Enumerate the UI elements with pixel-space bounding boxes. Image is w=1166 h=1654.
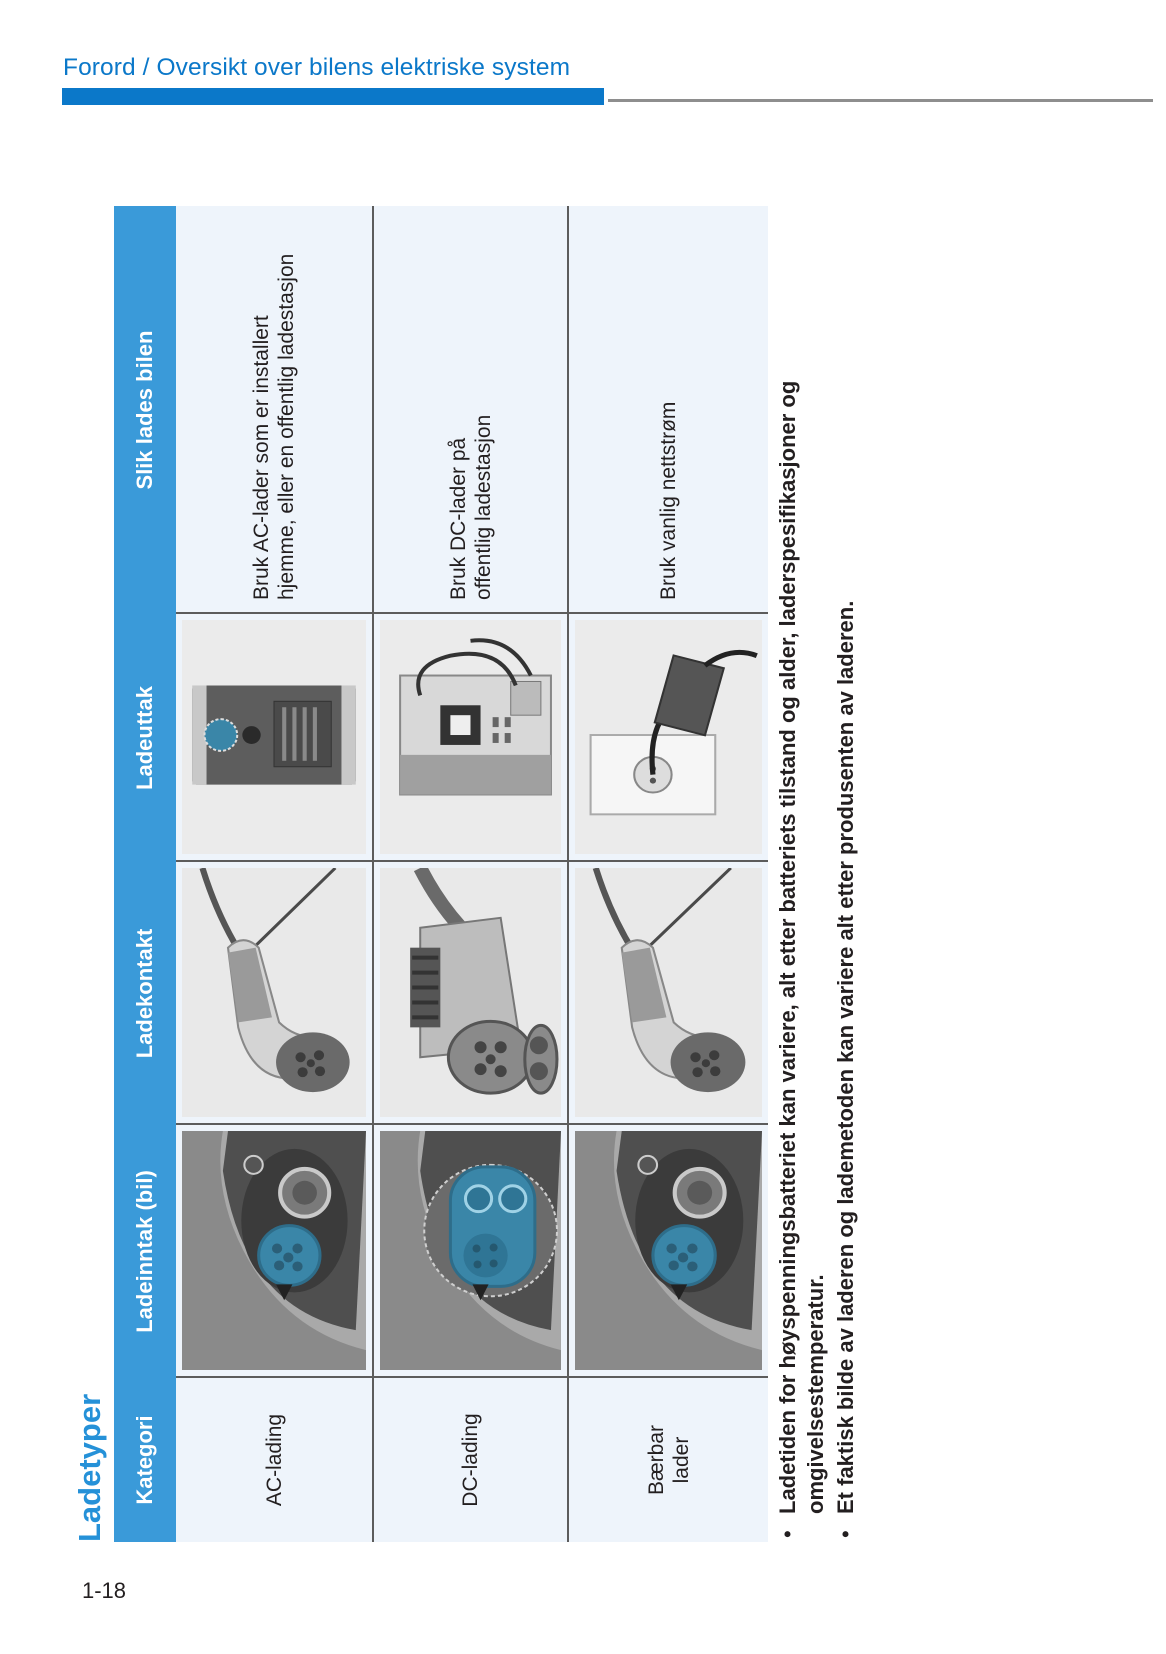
description-text: Bruk AC-lader som er installert hjemme, eller en offentlig ladestasjon bbox=[250, 253, 298, 600]
description-cell-portable bbox=[569, 206, 768, 614]
wallbox-photo bbox=[176, 614, 374, 862]
rotated-content bbox=[72, 168, 922, 1542]
column-header-category: Kategori bbox=[114, 1378, 176, 1542]
chapter-title: Forord / Oversikt over bilens elektriske system bbox=[63, 54, 571, 81]
category-label: DC-lading bbox=[459, 1413, 482, 1507]
portable-inlet-photo bbox=[569, 1125, 768, 1378]
column-header-description: Slik lades bilen bbox=[114, 206, 176, 614]
description-text: Bruk vanlig nettstrøm bbox=[657, 401, 680, 600]
description-text: Bruk DC-lader på offentlig ladestasjon bbox=[446, 414, 495, 600]
column-header-connector: Ladekontakt bbox=[114, 862, 176, 1125]
dc-inlet-photo bbox=[374, 1125, 569, 1378]
note-item: • Ladetiden for høyspenningsbatteriet kan variere, alt etter batteriets tilstand og alder, laderspesifikasjoner og omgivelsestemperatur. bbox=[774, 206, 830, 1542]
header-rule bbox=[608, 99, 1153, 102]
category-cell-portable bbox=[569, 1378, 768, 1542]
category-label: AC-lading bbox=[262, 1413, 286, 1507]
dc-station-photo bbox=[374, 614, 569, 862]
column-header-outlet: Ladeuttak bbox=[114, 614, 176, 862]
wall-socket-photo bbox=[569, 614, 768, 862]
note-item: • Et faktisk bilde av laderen og lademetoden kan variere alt etter produsenten av laderen. bbox=[832, 206, 860, 1542]
charging-types-table bbox=[114, 206, 768, 1542]
column-header-inlet: Ladeinntak (bil) bbox=[114, 1125, 176, 1378]
page-number: 1-18 bbox=[82, 1578, 127, 1603]
ac-inlet-photo bbox=[176, 1125, 374, 1378]
category-cell-dc bbox=[374, 1378, 569, 1542]
ac-connector-photo bbox=[176, 862, 374, 1125]
section-title: Ladetyper bbox=[72, 1393, 107, 1542]
notes-list bbox=[774, 206, 862, 1542]
portable-connector-photo bbox=[569, 862, 768, 1125]
dc-connector-photo bbox=[374, 862, 569, 1125]
category-cell-ac bbox=[176, 1378, 374, 1542]
description-cell-ac bbox=[176, 206, 374, 614]
description-cell-dc bbox=[374, 206, 569, 614]
category-label: Bærbar lader bbox=[644, 1424, 693, 1496]
header-accent-bar bbox=[62, 88, 604, 105]
